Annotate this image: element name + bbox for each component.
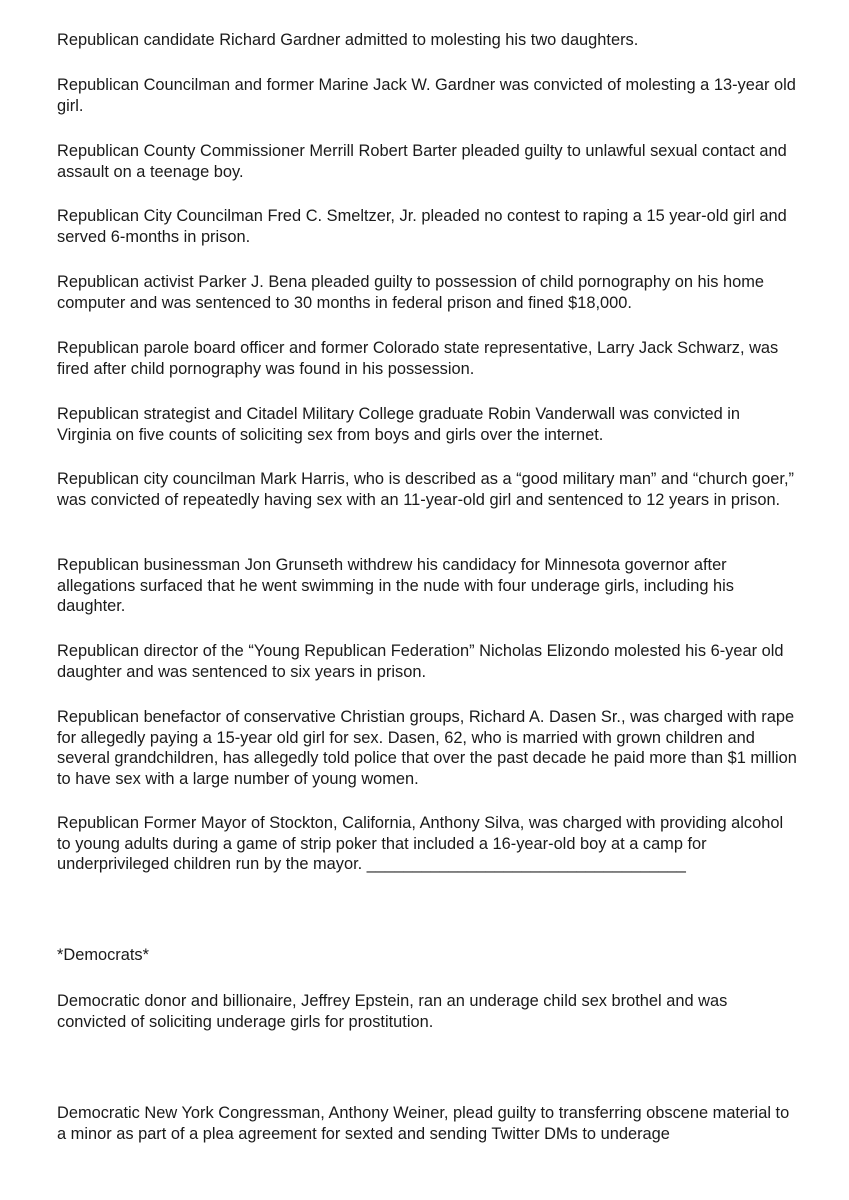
paragraph-richard-gardner: Republican candidate Richard Gardner admitted to molesting his two daughters. — [57, 31, 639, 49]
paragraph-anthony-weiner: Democratic New York Congressman, Anthony Weiner, plead guilty to transferring obscene material to a minor as part of a plea agreement for sexted and sending Twitter DMs to underage — [57, 1104, 790, 1143]
paragraph-mark-harris: Republican city councilman Mark Harris, who is described as a “good military man” and “church goer,” was convicted of repeatedly having sex with an 11-year-old girl and sentenced to 12 years in prison. — [57, 470, 794, 509]
paragraph-nicholas-elizondo: Republican director of the “Young Republican Federation” Nicholas Elizondo molested his 6-year old daughter and was sentenced to six years in prison. — [57, 642, 784, 681]
paragraph-fred-smeltzer: Republican City Councilman Fred C. Smeltzer, Jr. pleaded no contest to raping a 15 year-old girl and served 6-months in prison. — [57, 207, 787, 246]
section-heading-democrats: *Democrats* — [57, 946, 149, 964]
paragraph-jeffrey-epstein: Democratic donor and billionaire, Jeffrey Epstein, ran an underage child sex brothel and was convicted of soliciting underage girls for prostitution. — [57, 992, 728, 1031]
paragraph-jon-grunseth: Republican businessman Jon Grunseth withdrew his candidacy for Minnesota governor after allegations surfaced that he went swimming in the nude with four underage girls, including his daughter. — [57, 556, 734, 615]
paragraph-anthony-silva: Republican Former Mayor of Stockton, California, Anthony Silva, was charged with providing alcohol to young adults during a game of strip poker that included a 16-year-old boy at a camp for underprivileged children run by the mayor. ___________________________________ — [57, 814, 784, 873]
paragraph-merrill-barter: Republican County Commissioner Merrill Robert Barter pleaded guilty to unlawful sexual contact and assault on a teenage boy. — [57, 142, 787, 181]
paragraph-parker-bena: Republican activist Parker J. Bena pleaded guilty to possession of child pornography on his home computer and was sentenced to 30 months in federal prison and fined $18,000. — [57, 273, 765, 312]
paragraph-jack-gardner: Republican Councilman and former Marine Jack W. Gardner was convicted of molesting a 13-year old girl. — [57, 76, 796, 115]
paragraph-larry-schwarz: Republican parole board officer and former Colorado state representative, Larry Jack Schwarz, was fired after child pornography was found in his possession. — [57, 339, 779, 378]
paragraph-robin-vanderwall: Republican strategist and Citadel Military College graduate Robin Vanderwall was convicted in Virginia on five counts of soliciting sex from boys and girls over the internet. — [57, 405, 741, 444]
paragraph-richard-dasen: Republican benefactor of conservative Christian groups, Richard A. Dasen Sr., was charged with rape for allegedly paying a 15-year old girl for sex. Dasen, 62, who is married with grown children and several grandchildren, has allegedly told police that over the past decade he paid more than $1 million to have sex with a large number of young women. — [57, 708, 797, 788]
